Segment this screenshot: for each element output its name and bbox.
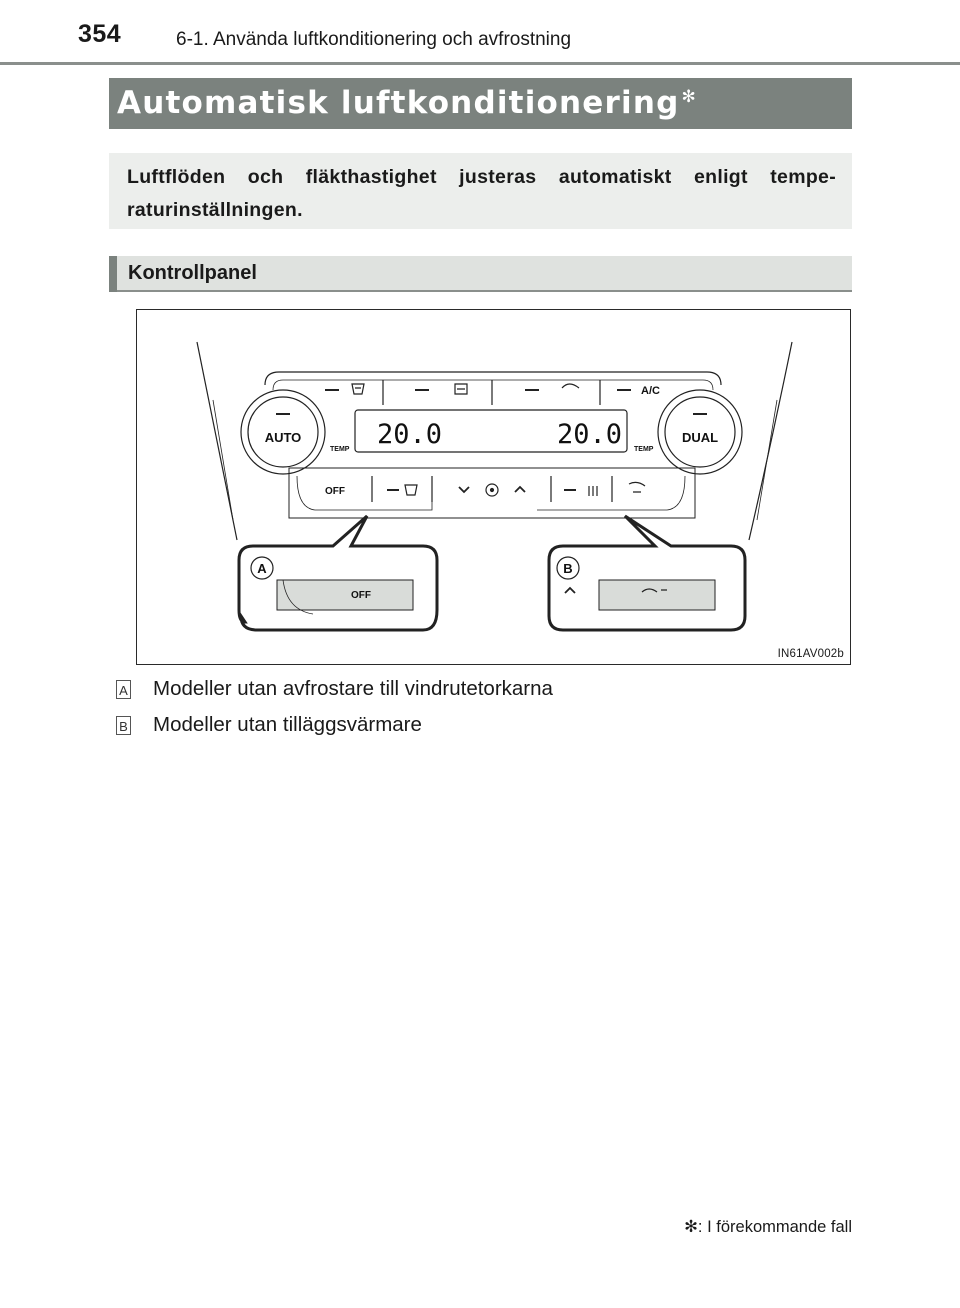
dual-knob-label: DUAL [681,430,719,445]
legend-badge-b: B [116,716,131,735]
page-title [117,85,697,121]
callout-a-off-button [277,580,413,610]
callout-a-bubble [239,516,437,630]
section-heading-bar [109,256,852,292]
ac-label: A/C [641,385,660,397]
intro-text: Luftflöden och fläkthastighet justeras automatiskt enligt tempe-raturinställningen. [127,166,836,221]
control-panel-illustration [137,310,850,664]
figure-id: IN61AV002b [777,648,844,660]
callout-a-off-label: OFF [351,590,371,601]
intro-box [109,153,852,229]
temp-label-left: TEMP [330,446,350,453]
control-panel-figure [136,309,851,665]
section-heading: Kontrollpanel [128,262,257,284]
header-rule [0,62,960,65]
top-strip [265,372,721,385]
callout-a-letter: A [257,561,267,576]
legend-text-b: Modeller utan tilläggsvärmare [153,713,422,736]
page-number: 354 [78,20,122,48]
legend-item-a [116,677,553,701]
fan-off-label: OFF [325,486,345,497]
legend-item-b [116,713,422,737]
callout-b-letter: B [563,561,573,576]
left-temp-readout: 20.0 [377,419,443,450]
running-header: 6-1. Använda luftkonditionering och avfrostning [176,29,572,50]
asterisk-icon: ✻ [681,86,697,107]
auto-knob-label: AUTO [264,430,302,445]
callout-b-button [599,580,715,610]
lower-button-bar [289,468,695,518]
title-bar [109,78,852,129]
legend-text-a: Modeller utan avfrostare till vindrutetorkarna [153,677,553,700]
title-text: Automatisk luftkonditionering [117,85,680,121]
right-temp-readout: 20.0 [557,419,623,450]
temp-label-right: TEMP [634,446,654,453]
section-accent [109,256,117,292]
footnote: ✻: I förekommande fall [684,1218,852,1236]
legend-badge-a: A [116,680,131,699]
